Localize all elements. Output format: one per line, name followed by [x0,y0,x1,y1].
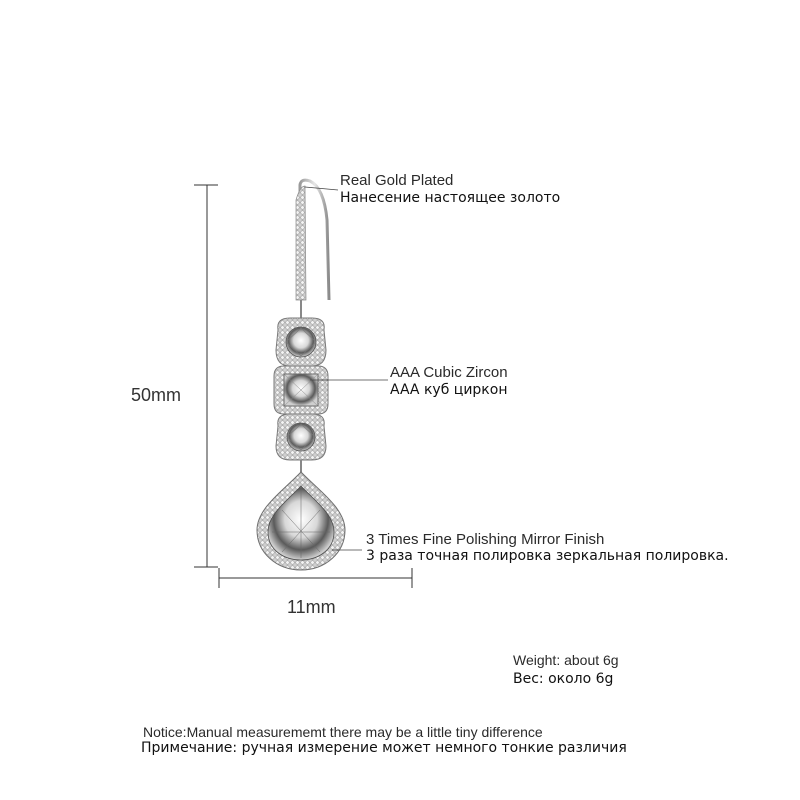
callout-polish-ru: 3 раза точная полировка зеркальная полировка. [366,548,729,564]
notice-en: Notice:Manual measurememt there may be a little tiny difference [143,724,543,740]
zircon-stone-2 [274,366,328,414]
callout-zircon-en: AAA Cubic Zircon [390,364,508,381]
callout-zircon-ru: AAA куб циркон [390,382,508,398]
weight-ru: Вес: около 6g [513,671,614,687]
zircon-stone-3 [276,414,326,460]
notice-ru: Примечание: ручная измерение может немного тонкие различия [141,740,627,756]
height-dimension-line [194,185,218,567]
earring [257,180,345,570]
weight-en: Weight: about 6g [513,652,619,668]
height-label: 50mm [131,385,182,405]
callout-polish-en: 3 Times Fine Polishing Mirror Finish [366,531,605,548]
width-dimension-line [219,568,412,588]
callout-gold-en: Real Gold Plated [340,172,454,189]
callout-gold-ru: Нанесение настоящее золото [340,190,561,206]
teardrop-stone [257,472,345,570]
hook-pave [296,186,306,300]
zircon-stone-1 [276,318,326,366]
width-label: 11mm [287,597,336,617]
